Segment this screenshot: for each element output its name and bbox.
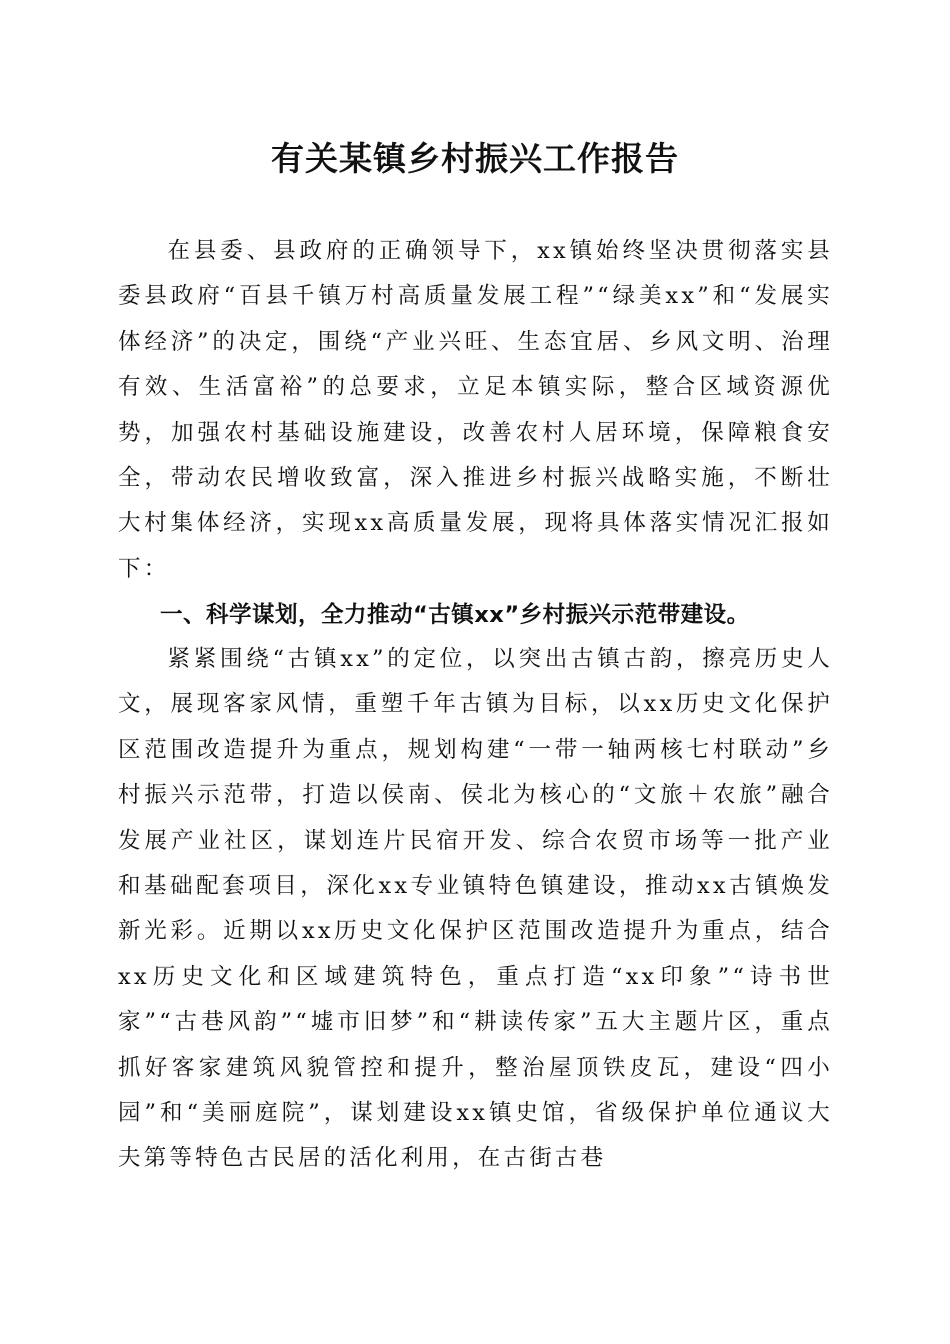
section-1-paragraph: 紧紧围绕“古镇xx”的定位，以突出古镇古韵，擦亮历史人文，展现客家风情，重塑千年古镇为目标，以xx历史文化保护区范围改造提升为重点，规划构建“一带一轴两核七村联动”乡村振兴示范带，打造以侯南、侯北为核心的“文旅＋农旅”融合发展产业社区，谋划连片民宿开发、综合农贸市场等一批产业和基础配套项目，深化xx专业镇特色镇建设，推动xx古镇焕发新光彩。近期以xx历史文化保护区范围改造提升为重点，结合xx历史文化和区域建筑特色，重点打造“xx印象”“诗书世家”“古巷风韵”“墟市旧梦”和“耕读传家”五大主题片区，重点抓好客家建筑风貌管控和提升，整治屋顶铁皮瓦，建设“四小园”和“美丽庭院”，谋划建设xx镇史馆，省级保护单位通议大夫第等特色古民居的活化利用，在古街古巷 <box>118 646 833 1172</box>
intro-paragraph: 在县委、县政府的正确领导下，xx镇始终坚决贯彻落实县委县政府“百县千镇万村高质量发展工程”“绿美xx”和“发展实体经济”的决定，围绕“产业兴旺、生态宜居、乡风文明、治理有效、生活富裕”的总要求，立足本镇实际，整合区域资源优势，加强农村基础设施建设，改善农村人居环境，保障粮食安全，带动农民增收致富，深入推进乡村振兴战略实施，不断壮大村集体经济，实现xx高质量发展，现将具体落实情况汇报如下： <box>118 238 833 582</box>
section-heading-1: 一、科学谋划，全力推动“古镇xx”乡村振兴示范带建设。 <box>160 602 750 628</box>
document-title: 有关某镇乡村振兴工作报告 <box>271 139 679 178</box>
